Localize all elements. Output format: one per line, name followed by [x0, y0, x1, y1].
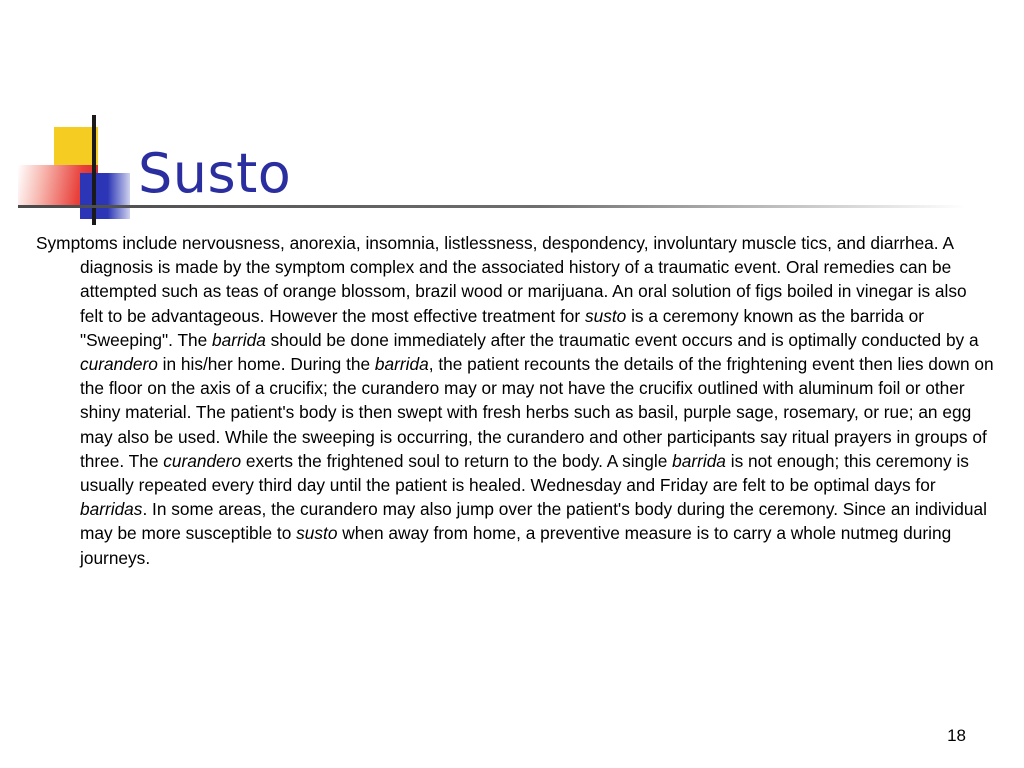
blue-square-icon: [80, 173, 130, 219]
body-term-italic: susto: [584, 305, 627, 326]
body-text-run: Symptoms include nervousness, anorexia, insomnia, listlessness, despondency, involuntary muscle tics, and diarrhea. A diagnosis is made by the symptom complex and the associated history of a traumatic event. Oral remedies can be attempted such as teas of orange blossom, brazil wood or marijuana. An oral solution of figs boiled in vinegar is also felt to be advantageous. However the most effective treatment for: [36, 233, 967, 326]
body-text-run: exerts the frightened soul to return to the body. A single: [241, 450, 673, 471]
body-text-run: . In some areas, the curandero may also jump over the patient's body during the ceremony. Since an individual may be more susceptible to: [80, 499, 987, 544]
body-text-run: , the patient recounts the details of the frightening event then lies down on the floor on the axis of a crucifix; the curandero may or may not have the crucifix outlined with aluminum foil or other shiny material. The patient's body is then swept with fresh herbs such as basil, purple sage, rosemary, or rue; an egg may also be used. While the sweeping is occurring, the curandero and other participants say ritual prayers in groups of three. The: [80, 354, 994, 471]
body-paragraph: [36, 231, 994, 570]
body-text-run: when away from home, a preventive measure is to carry a whole nutmeg during journeys.: [80, 523, 952, 568]
slide-title-area: [0, 105, 1024, 225]
decorative-squares-graphic: [18, 115, 148, 225]
body-text-run: in his/her home. During the: [157, 354, 375, 375]
page-title: Susto: [138, 142, 292, 206]
body-term-italic: barrida: [672, 450, 726, 471]
slide-body-text: [36, 231, 994, 570]
body-term-italic: barrida: [212, 329, 266, 350]
body-text-run: is not enough; this ceremony is usually repeated every third day until the patient is healed. Wednesday and Friday are felt to be optimal days for: [80, 450, 969, 496]
body-term-italic: barrida: [374, 354, 429, 375]
body-term-italic: curandero: [80, 354, 158, 375]
title-divider: [18, 205, 966, 208]
body-term-italic: barridas: [80, 499, 143, 520]
body-text-run: is a ceremony known as the barrida or "Sweeping". The: [80, 305, 925, 350]
vertical-bar-icon: [92, 115, 96, 225]
slide-number: 18: [947, 726, 966, 745]
body-term-italic: susto: [296, 523, 338, 544]
body-term-italic: curandero: [163, 450, 242, 471]
body-text-run: should be done immediately after the traumatic event occurs and is optimally conducted by a: [265, 329, 979, 350]
